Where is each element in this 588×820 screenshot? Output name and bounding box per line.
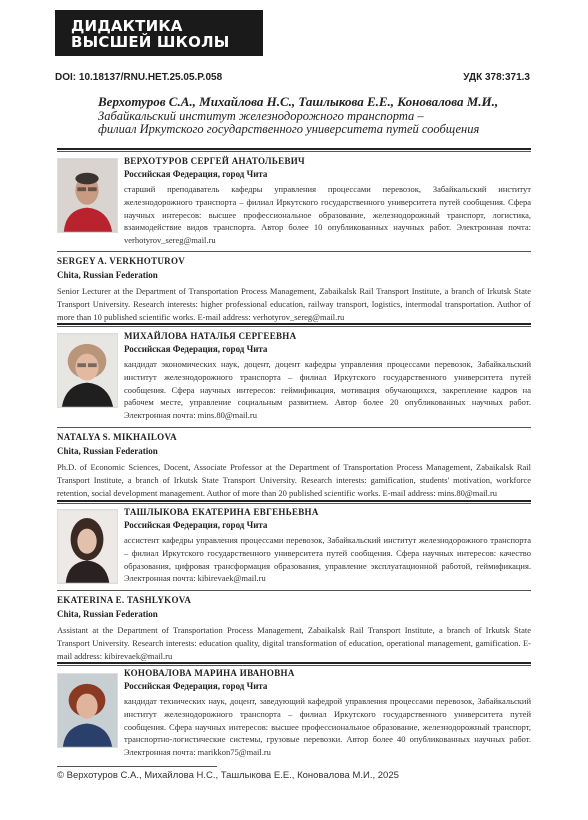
header-authors: Верхотуров С.А., Михайлова Н.С., Ташлыкова Е.Е., Коновалова М.И., [98, 94, 499, 109]
author-location-ru: Российская Федерация, город Чита [124, 520, 268, 530]
author-bio-ru: старший преподаватель кафедры управления процессами перевозок, Забайкальский институт железнодорожного транспорта – филиал Иркутского государственного университета путей сообщения. Сфера научных интересов: высшее профессиональное образование, железнодорожный транспорт, логистика, взаимодействие видов транспорта. Автор более 10 опубликованных научных работ. Электронная почта: verhotyrov_sereg@mail.ru [124, 184, 531, 246]
portrait-image [58, 159, 117, 232]
author-photo-mikhailova [57, 333, 118, 408]
author-location-ru: Российская Федерация, город Чита [124, 169, 268, 179]
author-name-en: EKATERINA E. TASHLYKOVA [57, 595, 192, 605]
divider [57, 326, 531, 327]
divider [57, 148, 531, 150]
portrait-image [58, 510, 117, 583]
journal-logo-line1: ДИДАКТИКА [71, 17, 183, 35]
author-photo-tashlykova [57, 509, 118, 584]
journal-logo [55, 10, 263, 56]
portrait-image [58, 674, 117, 747]
footer-divider [57, 766, 217, 767]
copyright: © Верхотуров С.А., Михайлова Н.С., Ташлыкова Е.Е., Коновалова М.И., 2025 [57, 770, 399, 781]
author-location-en: Chita, Russian Federation [57, 270, 158, 280]
divider [57, 503, 531, 504]
author-bio-en: Senior Lecturer at the Department of Transportation Process Management, Zabaikalsk Rail Transport Institute, a branch of Irkutsk State Transport University. Research interests: higher professional education, railway transport, logistics, intermodal transportation. Author of more than 10 published scientific works. E-mail address: verhotyrov_sereg@mail.ru [57, 286, 531, 322]
author-photo-verkhoturov [57, 158, 118, 233]
author-bio-en: Ph.D. of Economic Sciences, Docent, Associate Professor at the Department of Transportation Process Management, Zabaikalsk Rail Transport Institute, a branch of Irkutsk State Transport University. Research interests: gamification, students' motivation, workforce retention, social development management. Author of more than 20 published scientific works. E-mail address: mins.80@mail.ru [57, 462, 531, 498]
author-en-mikhailova [57, 432, 531, 500]
author-photo-konovalova [57, 673, 118, 748]
author-ru-mikhailova [124, 331, 531, 422]
author-ru-verkhoturov [124, 156, 531, 247]
meta-row [55, 72, 530, 83]
author-location-ru: Российская Федерация, город Чита [124, 344, 268, 354]
author-name-en: SERGEY A. VERKHOTUROV [57, 256, 186, 266]
author-name-ru: ТАШЛЫКОВА ЕКАТЕРИНА ЕВГЕНЬЕВНА [124, 507, 319, 517]
institution-line1: Забайкальский институт железнодорожного транспорта – [98, 109, 424, 123]
author-bio-ru: кандидат экономических наук, доцент, доцент кафедры управления процессами перевозок, Забайкальский институт железнодорожного транспорта – филиал Иркутского государственного университета путей сообщения. Сфера научных интересов: геймификация, мотивация обучающихся, закрепление кадров на рабочем месте, управление социальным развитием. Автор более 20 опубликованных научных работ. Электронная почта: mins.80@mail.ru [124, 359, 531, 421]
institution-line2: филиал Иркутского государственного университета путей сообщения [98, 122, 480, 136]
author-name-en: NATALYA S. MIKHAILOVA [57, 432, 177, 442]
divider [57, 427, 531, 428]
divider [57, 323, 531, 325]
author-location-en: Chita, Russian Federation [57, 446, 158, 456]
divider [57, 590, 531, 591]
author-ru-konovalova [124, 668, 531, 759]
divider [57, 662, 531, 664]
author-bio-en: Assistant at the Department of Transportation Process Management, Zabaikalsk Rail Transport Institute, a branch of Irkutsk State Transport University. Research interests: education quality, digital transformation of education, operational management, gamification. E-mail address: kibirevaek@mail.ru [57, 625, 531, 661]
udk: УДК 378:371.3 [463, 72, 530, 83]
author-en-tashlykova [57, 595, 531, 663]
author-bio-ru: ассистент кафедры управления процессами перевозок, Забайкальский институт железнодорожного транспорта – филиал Иркутского государственного университета путей сообщения. Сфера научных интересов: качество образования, цифровая трансформация образования, управление эксплуатационной работой, геймификация. Электронная почта: kibirevaek@mail.ru [124, 535, 531, 584]
header-institution [98, 110, 518, 136]
author-name-ru: МИХАЙЛОВА НАТАЛЬЯ СЕРГЕЕВНА [124, 331, 297, 341]
doi: DOI: 10.18137/RNU.HET.25.05.P.058 [55, 72, 223, 83]
author-name-ru: КОНОВАЛОВА МАРИНА ИВАНОВНА [124, 668, 295, 678]
author-ru-tashlykova [124, 507, 531, 585]
author-bio-ru: кандидат технических наук, доцент, заведующий кафедрой управления процессами перевозок, Забайкальский институт железнодорожного транспорта – филиал Иркутского государственного университета путей сообщения. Сфера научных интересов: высшее профессиональное образование, железнодорожный транспорт, транспортно-логистические системы, грузовые перевозки. Автор более 40 опубликованных научных работ. Электронная почта: marikkon75@mail.ru [124, 696, 531, 758]
divider [57, 251, 531, 252]
divider [57, 500, 531, 502]
author-name-ru: ВЕРХОТУРОВ СЕРГЕЙ АНАТОЛЬЕВИЧ [124, 156, 305, 166]
author-en-verkhoturov [57, 256, 531, 324]
journal-logo-line2: ВЫСШЕЙ ШКОЛЫ [71, 33, 230, 51]
author-location-en: Chita, Russian Federation [57, 609, 158, 619]
portrait-image [58, 334, 117, 407]
divider [57, 151, 531, 152]
author-location-ru: Российская Федерация, город Чита [124, 681, 268, 691]
divider [57, 665, 531, 666]
